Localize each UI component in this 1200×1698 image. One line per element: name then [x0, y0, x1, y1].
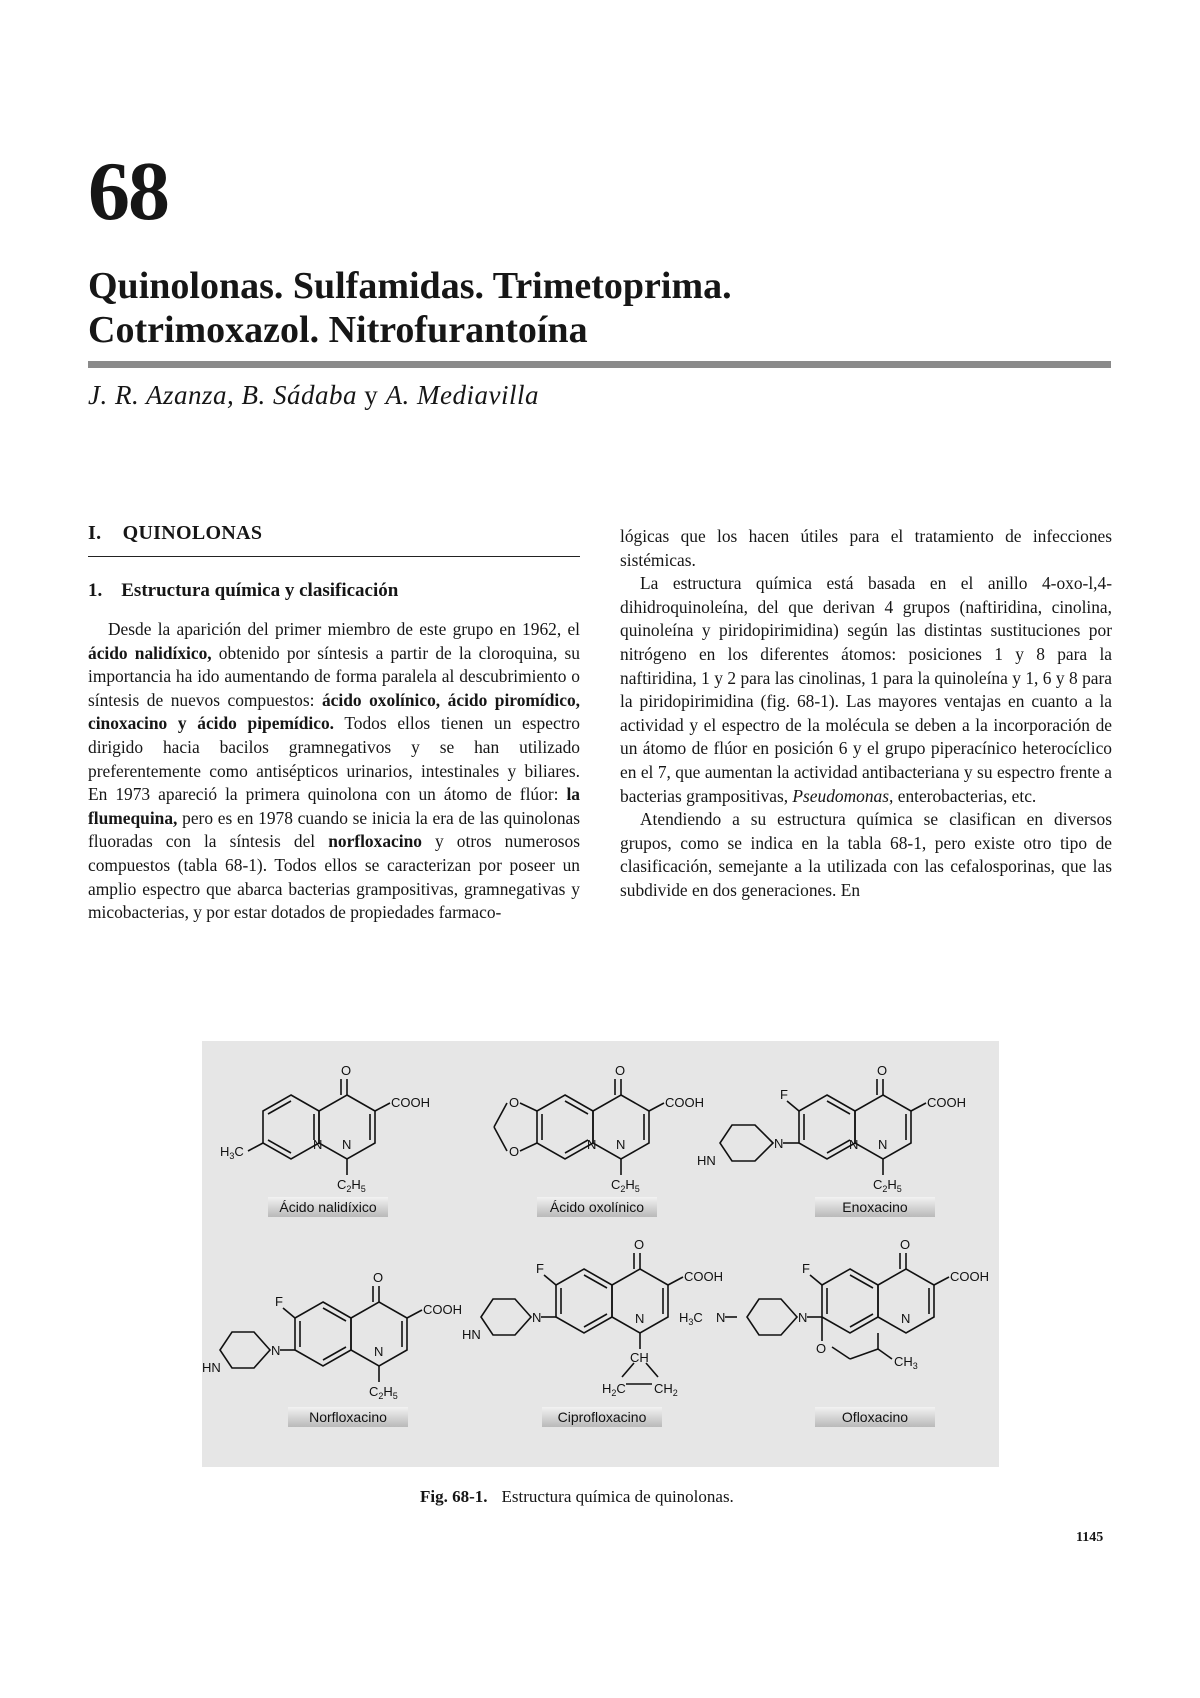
structure-oxolinico: [494, 1079, 664, 1175]
label-acido-nalidixico: Ácido nalidíxico: [268, 1197, 388, 1217]
left-column: [88, 618, 580, 925]
text-run: La estructura química está basada en el anillo 4-oxo-l,4-dihidroquinoleína, del que derivan 4 grupos (naftiridina, cinolina, quinoleína y piridopirimidina) según las distintas sustituciones por nitrógeno en los diferentes átomos: posiciones 1 y 8 para la naftiridina, 1 y 2 para las cinolinas, 1 para la quinoleína y 1, 6 y 8 para la piridopirimidina (fig. 68-1). Las mayores ventajas en cuanto a la actividad y el espectro de la molécula se deben a la incorporación de un átomo de flúor en posición 6 y el grupo piperacínico heterocíclico en el 7, que aumentan la actividad antibacteriana y su espectro frente a bacterias grampositivas,: [620, 573, 1112, 806]
paragraph: [620, 808, 1112, 902]
atom-label: $H_3C$: [220, 1144, 244, 1161]
text-run: lógicas que los hacen útiles para el tratamiento de infecciones sistémicas.: [620, 526, 1112, 570]
atom-label: O: [816, 1341, 827, 1356]
bold-term: la flumequina,: [88, 784, 580, 828]
structure-nalidixico: [248, 1079, 390, 1175]
atom-label: $C_2H_5$: [337, 1177, 366, 1194]
figure-caption: [420, 1487, 734, 1507]
atom-label: $H_3C$: [679, 1310, 703, 1327]
chapter-title: [88, 264, 1118, 352]
authors-conjunction: y: [357, 380, 386, 410]
atom-label: N: [271, 1343, 281, 1358]
atom-label: $C_2H_5$: [611, 1177, 640, 1194]
atom-label: N: [532, 1310, 542, 1325]
atom-label: COOH: [665, 1095, 704, 1110]
atom-label: O: [373, 1270, 384, 1285]
text-run: Todos ellos tienen un espectro dirigido hacia bacilos gramnegativos y se han utilizado preferentemente como antisépticos urinarios, intestinales y biliares. En 1973 apareció la primera quinolona con un átomo de flúor:: [88, 713, 580, 805]
text-run: pero es en 1978 cuando se inicia la era de las quinolonas fluoradas con la síntesis del: [88, 807, 580, 852]
atom-label: CH: [630, 1350, 649, 1365]
atom-label: COOH: [391, 1095, 430, 1110]
text-run: y otros numerosos compuestos (tabla 68-1). Todos ellos se caracterizan por poseer un amplio espectro que abarca bacterias grampositivas, gramnegativas y micobacterias, y por estar dotados de propiedades farmaco-: [88, 831, 581, 923]
atom-label: COOH: [927, 1095, 966, 1110]
atom-label: N: [616, 1137, 626, 1152]
atom-label: O: [877, 1063, 888, 1078]
atom-label: N: [878, 1137, 888, 1152]
chapter-title-line-1: Quinolonas. Sulfamidas. Trimetoprima.: [88, 265, 732, 307]
atom-label: $CH_3$: [894, 1354, 918, 1371]
atom-label: O: [341, 1063, 352, 1078]
atom-label: N: [901, 1311, 911, 1326]
figure-caption-label: Fig. 68-1.: [420, 1487, 488, 1506]
atom-label: O: [509, 1095, 520, 1110]
atom-label: O: [900, 1237, 911, 1252]
structure-enoxacino: [720, 1079, 926, 1175]
atom-label: HN: [462, 1327, 481, 1342]
label-ciprofloxacino: Ciprofloxacino: [542, 1407, 662, 1427]
atom-label: N: [635, 1311, 645, 1326]
label-ofloxacino: Ofloxacino: [815, 1407, 935, 1427]
section-rule: [88, 556, 580, 557]
atom-label: F: [802, 1261, 810, 1276]
atom-label: N: [774, 1136, 784, 1151]
atom-label: HN: [202, 1360, 221, 1375]
atom-label: F: [780, 1087, 788, 1102]
atom-label: O: [634, 1237, 645, 1252]
authors: [88, 380, 539, 411]
atom-label: N: [313, 1137, 323, 1152]
paragraph: [620, 525, 1112, 572]
paragraph: [620, 572, 1112, 808]
atom-label: HN: [697, 1153, 716, 1168]
italic-term: Pseudomonas,: [792, 785, 894, 806]
bold-term: ácido nalidíxico,: [88, 642, 212, 663]
atom-label: COOH: [684, 1269, 723, 1284]
atom-label: N: [798, 1310, 808, 1325]
paragraph: [88, 618, 580, 925]
atom-label: $C_2H_5$: [369, 1384, 398, 1401]
atom-label: N: [849, 1137, 859, 1152]
atom-label: N: [342, 1137, 352, 1152]
right-column: [620, 525, 1112, 903]
atom-label: F: [275, 1294, 283, 1309]
text-run: obtenido por síntesis a partir de la cloroquina, su importancia ha ido aumentando de forma paralela al descubrimiento o síntesis de nuevos compuestos:: [88, 642, 580, 710]
figure-panel: [202, 1041, 999, 1467]
quinolone-structures: [202, 1041, 999, 1467]
page-number: 1145: [1076, 1530, 1104, 1545]
label-enoxacino: Enoxacino: [815, 1197, 935, 1217]
atom-label: N: [587, 1137, 597, 1152]
atom-label: N: [374, 1344, 384, 1359]
chapter-title-line-2: Cotrimoxazol. Nitrofurantoína: [88, 309, 588, 351]
chapter-number: 68: [88, 145, 168, 238]
structure-ciprofloxacino: [481, 1253, 683, 1384]
atom-label: COOH: [950, 1269, 989, 1284]
atom-label: $CH_2$: [654, 1381, 678, 1398]
authors-part-1: J. R. Azanza, B. Sádaba: [88, 380, 357, 410]
section-heading: I. QUINOLONAS: [88, 522, 263, 544]
atom-label: O: [509, 1144, 520, 1159]
structure-norfloxacino: [220, 1286, 422, 1382]
bold-term: ácido oxolínico, ácido piromídico, cinoxacino y ácido pipemídico.: [88, 689, 580, 734]
atom-label: $H_2C$: [602, 1381, 626, 1398]
atom-label: O: [615, 1063, 626, 1078]
atom-label: F: [536, 1261, 544, 1276]
text-run: Desde la aparición del primer miembro de este grupo en 1962, el: [108, 619, 580, 639]
authors-part-2: A. Mediavilla: [385, 380, 539, 410]
atom-label: COOH: [423, 1302, 462, 1317]
label-norfloxacino: Norfloxacino: [288, 1407, 408, 1427]
structure-ofloxacino: [725, 1253, 949, 1359]
atom-label: $C_2H_5$: [873, 1177, 902, 1194]
figure-caption-text: Estructura química de quinolonas.: [501, 1487, 734, 1506]
text-run: Atendiendo a su estructura química se clasifican en diversos grupos, como se indica en la tabla 68-1, pero existe otro tipo de clasificación, semejante a la utilizada con las cefalosporinas, que las subdivide en dos generaciones. En: [620, 809, 1112, 900]
title-rule: [88, 361, 1111, 368]
bold-term: norfloxacino: [328, 831, 422, 852]
atom-label: N: [716, 1310, 726, 1325]
label-acido-oxolinico: Ácido oxolínico: [537, 1197, 657, 1217]
subsection-heading: 1. Estructura química y clasificación: [88, 580, 399, 601]
text-run: enterobacterias, etc.: [893, 785, 1037, 806]
